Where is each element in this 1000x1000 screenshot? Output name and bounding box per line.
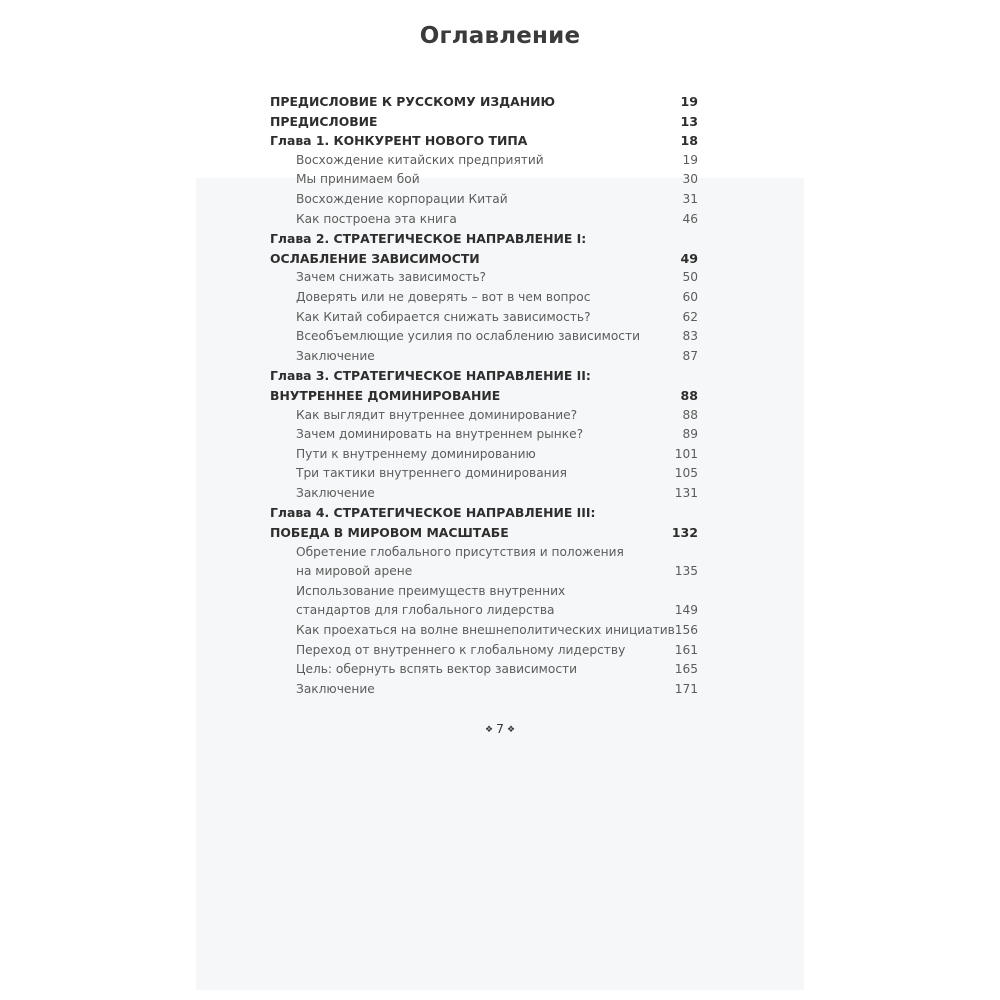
toc-entry-page: 13 bbox=[680, 113, 698, 129]
page-number bbox=[0, 721, 1000, 736]
toc-entry-page: 156 bbox=[674, 623, 698, 638]
toc-entry-section bbox=[270, 562, 698, 582]
toc-entry-chapter bbox=[270, 523, 698, 543]
toc-entry-page: 101 bbox=[674, 446, 698, 461]
toc-entry-title: Восхождение китайских предприятий bbox=[296, 152, 544, 167]
toc-entry-title: Обретение глобального присутствия и положения bbox=[296, 544, 624, 559]
toc-entry-section bbox=[270, 268, 698, 288]
toc-entry-title: Использование преимуществ внутренних bbox=[296, 583, 566, 598]
toc-entry-title: Заключение bbox=[296, 681, 375, 696]
toc-entry-chapter bbox=[270, 503, 698, 523]
toc-entry-title: Глава 2. СТРАТЕГИЧЕСКОЕ НАПРАВЛЕНИЕ I: bbox=[270, 231, 587, 247]
table-of-contents bbox=[270, 92, 698, 699]
toc-entry-page: 19 bbox=[682, 152, 698, 167]
toc-entry-page: 88 bbox=[682, 407, 698, 422]
toc-entry-chapter bbox=[270, 366, 698, 386]
toc-entry-title: Как Китай собирается снижать зависимость? bbox=[296, 309, 591, 324]
toc-entry-page: 132 bbox=[671, 525, 698, 541]
toc-entry-page: 60 bbox=[682, 289, 698, 304]
toc-entry-title: Глава 4. СТРАТЕГИЧЕСКОЕ НАПРАВЛЕНИЕ III: bbox=[270, 505, 596, 521]
toc-entry-title: Заключение bbox=[296, 348, 375, 363]
toc-entry-section bbox=[270, 210, 698, 230]
toc-entry-section bbox=[270, 445, 698, 465]
toc-entry-section bbox=[270, 641, 698, 661]
toc-entry-page: 161 bbox=[674, 642, 698, 657]
toc-entry-page: 89 bbox=[682, 427, 698, 442]
toc-entry-page: 46 bbox=[682, 211, 698, 226]
ornament-right-icon: ❖ bbox=[506, 725, 516, 735]
toc-entry-page: 50 bbox=[682, 270, 698, 285]
ornament-left-icon: ❖ bbox=[484, 725, 494, 735]
toc-entry-chapter bbox=[270, 92, 698, 112]
toc-entry-page: 105 bbox=[674, 466, 698, 481]
toc-entry-page: 135 bbox=[674, 564, 698, 579]
toc-entry-page: 31 bbox=[682, 191, 698, 206]
toc-entry-section bbox=[270, 151, 698, 171]
toc-entry-section bbox=[270, 347, 698, 367]
toc-entry-page: 49 bbox=[680, 250, 698, 266]
toc-entry-section bbox=[270, 288, 698, 308]
page-number-value: 7 bbox=[496, 721, 504, 736]
toc-entry-title: Глава 3. СТРАТЕГИЧЕСКОЕ НАПРАВЛЕНИЕ II: bbox=[270, 368, 591, 384]
toc-entry-section bbox=[270, 170, 698, 190]
toc-entry-title: ОСЛАБЛЕНИЕ ЗАВИСИМОСТИ bbox=[270, 250, 480, 266]
toc-entry-title: на мировой арене bbox=[296, 564, 413, 579]
toc-entry-title: Пути к внутреннему доминированию bbox=[296, 446, 536, 461]
toc-entry-title: Как выглядит внутреннее доминирование? bbox=[296, 407, 578, 422]
toc-entry-page: 18 bbox=[680, 133, 698, 149]
toc-entry-title: Заключение bbox=[296, 485, 375, 500]
toc-entry-title: Восхождение корпорации Китай bbox=[296, 191, 508, 206]
toc-entry-page: 62 bbox=[682, 309, 698, 324]
toc-entry-title: Доверять или не доверять – вот в чем вопрос bbox=[296, 289, 591, 304]
toc-entry-title: Всеобъемлющие усилия по ослаблению зависимости bbox=[296, 329, 640, 344]
toc-entry-page: 19 bbox=[680, 94, 698, 109]
toc-entry-page: 83 bbox=[682, 329, 698, 344]
toc-entry-section bbox=[270, 621, 698, 641]
toc-entry-page: 171 bbox=[674, 681, 698, 696]
toc-entry-chapter bbox=[270, 249, 698, 269]
toc-entry-page: 87 bbox=[682, 348, 698, 363]
toc-entry-section bbox=[270, 543, 698, 563]
toc-entry-title: Глава 1. КОНКУРЕНТ НОВОГО ТИПА bbox=[270, 133, 528, 149]
toc-entry-section bbox=[270, 425, 698, 445]
toc-entry-title: ПОБЕДА В МИРОВОМ МАСШТАБЕ bbox=[270, 525, 509, 541]
toc-entry-chapter bbox=[270, 386, 698, 406]
toc-entry-page: 88 bbox=[680, 387, 698, 403]
toc-entry-page: 30 bbox=[682, 172, 698, 187]
toc-entry-title: Как проехаться на волне внешнеполитических инициатив bbox=[296, 623, 675, 638]
toc-entry-title: стандартов для глобального лидерства bbox=[296, 603, 555, 618]
toc-entry-page: 149 bbox=[674, 603, 698, 618]
toc-entry-title: ВНУТРЕННЕЕ ДОМИНИРОВАНИЕ bbox=[270, 387, 501, 403]
toc-entry-section bbox=[270, 680, 698, 700]
toc-entry-title: Три тактики внутреннего доминирования bbox=[296, 466, 567, 481]
page-title: Оглавление bbox=[419, 23, 581, 50]
toc-entry-section bbox=[270, 406, 698, 426]
toc-entry-page: 165 bbox=[674, 662, 698, 677]
toc-entry-section bbox=[270, 308, 698, 328]
toc-entry-section bbox=[270, 601, 698, 621]
toc-entry-title: Переход от внутреннего к глобальному лидерству bbox=[296, 642, 626, 657]
toc-entry-section bbox=[270, 327, 698, 347]
toc-entry-title: Мы принимаем бой bbox=[296, 172, 420, 187]
toc-entry-title: Зачем доминировать на внутреннем рынке? bbox=[296, 427, 584, 442]
toc-entry-section bbox=[270, 190, 698, 210]
toc-entry-title: Цель: обернуть вспять вектор зависимости bbox=[296, 662, 578, 677]
toc-entry-title: Зачем снижать зависимость? bbox=[296, 270, 487, 285]
toc-entry-section bbox=[270, 484, 698, 504]
toc-entry-chapter bbox=[270, 112, 698, 132]
toc-entry-title: ПРЕДИСЛОВИЕ К РУССКОМУ ИЗДАНИЮ bbox=[270, 94, 556, 109]
toc-entry-chapter bbox=[270, 229, 698, 249]
toc-entry-chapter bbox=[270, 131, 698, 151]
toc-entry-section bbox=[270, 582, 698, 602]
toc-entry-page: 131 bbox=[674, 485, 698, 500]
toc-entry-title: ПРЕДИСЛОВИЕ bbox=[270, 113, 378, 129]
toc-entry-title: Как построена эта книга bbox=[296, 211, 457, 226]
toc-entry-section bbox=[270, 464, 698, 484]
toc-entry-section bbox=[270, 660, 698, 680]
